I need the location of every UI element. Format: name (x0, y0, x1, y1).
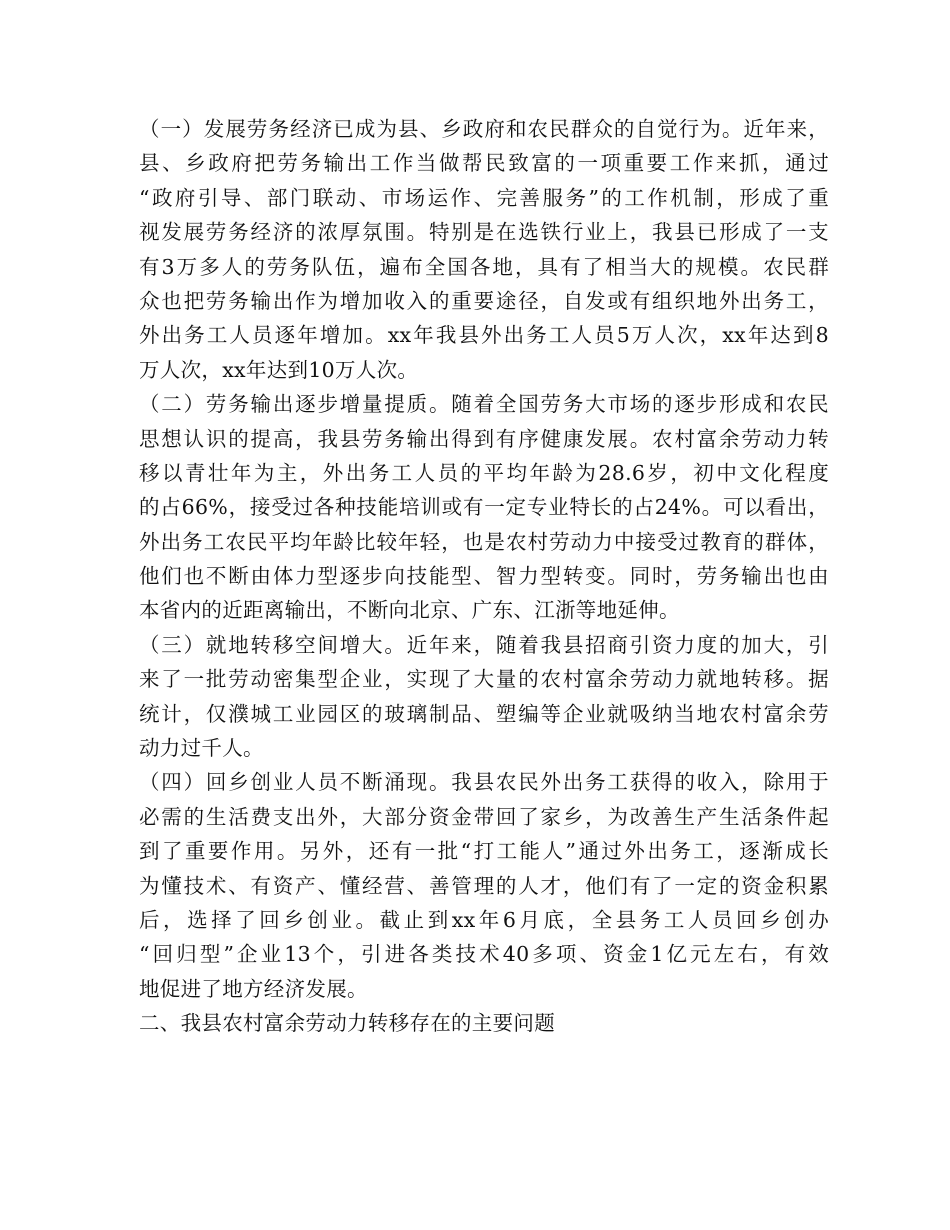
text-line-13: 外出务工农民平均年龄比较年轻，也是农村劳动力中接受过教育的群体， (139, 529, 829, 554)
text-line-8: 万人次，xx年达到10万人次。 (139, 357, 419, 382)
text-line-15: 本省内的近距离输出，不断向北京、广东、江浙等地延伸。 (139, 598, 680, 623)
text-line-18: 统计，仅濮城工业园区的玻璃制品、塑编等企业就吸纳当地农村富余劳 (139, 701, 829, 726)
text-line-1: （一）发展劳务经济已成为县、乡政府和农民群众的自觉行为。近年来， (139, 117, 829, 141)
text-line-9: （二）劳务输出逐步增量提质。随着全国劳务大市场的逐步形成和农民 (139, 392, 829, 417)
document-body (139, 112, 829, 1041)
text-line-25: “回归型”企业13个，引进各类技术40多项、资金1亿元左右，有效 (139, 942, 829, 967)
text-line-19: 动力过千人。 (139, 736, 264, 761)
text-line-7: 外出务工人员逐年增加。xx年我县外出务工人员5万人次，xx年达到8 (139, 323, 829, 348)
text-line-11: 移以青壮年为主，外出务工人员的平均年龄为28.6岁，初中文化程度 (139, 460, 829, 485)
text-line-14: 他们也不断由体力型逐步向技能型、智力型转变。同时，劳务输出也由 (139, 564, 829, 589)
text-line-20: （四）回乡创业人员不断涌现。我县农民外出务工获得的收入，除用于 (139, 770, 829, 795)
section-heading: 二、我县农村富余劳动力转移存在的主要问题 (139, 1011, 555, 1036)
text-line-21: 必需的生活费支出外，大部分资金带回了家乡，为改善生产生活条件起 (139, 804, 829, 829)
text-line-2: 县、乡政府把劳务输出工作当做帮民致富的一项重要工作来抓，通过 (139, 151, 829, 176)
text-line-6: 众也把劳务输出作为增加收入的重要途径，自发或有组织地外出务工， (139, 288, 829, 313)
text-line-3: “政府引导、部门联动、市场运作、完善服务”的工作机制，形成了重 (139, 185, 829, 210)
text-line-24: 后，选择了回乡创业。截止到xx年6月底，全县务工人员回乡创办 (139, 907, 829, 932)
text-line-17: 来了一批劳动密集型企业，实现了大量的农村富余劳动力就地转移。据 (139, 667, 829, 692)
text-line-4: 视发展劳务经济的浓厚氛围。特别是在选铁行业上，我县已形成了一支 (139, 220, 829, 245)
text-line-16: （三）就地转移空间增大。近年来，随着我县招商引资力度的加大，引 (139, 632, 829, 657)
text-line-22: 到了重要作用。另外，还有一批“打工能人”通过外出务工，逐渐成长 (139, 839, 829, 864)
text-line-12: 的占66%，接受过各种技能培训或有一定专业特长的占24%。可以看出， (139, 495, 829, 520)
text-line-23: 为懂技术、有资产、懂经营、善管理的人才，他们有了一定的资金积累 (139, 873, 829, 898)
text-line-10: 思想认识的提高，我县劳务输出得到有序健康发展。农村富余劳动力转 (139, 426, 829, 451)
text-line-5: 有3万多人的劳务队伍，遍布全国各地，具有了相当大的规模。农民群 (139, 254, 829, 279)
text-line-26: 地促进了地方经济发展。 (139, 976, 368, 1001)
